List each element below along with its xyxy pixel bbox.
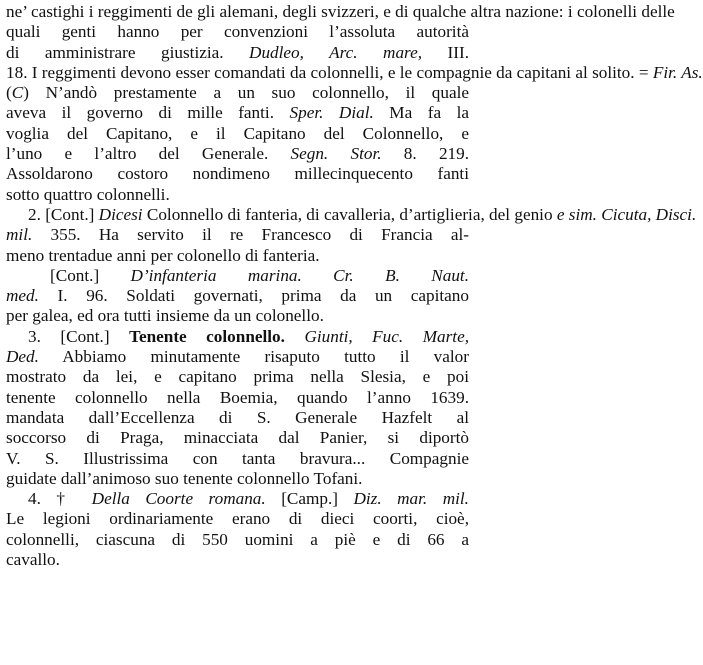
citation-text: Giunti, Fuc. Marte, bbox=[304, 326, 469, 346]
citation-text: mil. bbox=[6, 225, 33, 245]
body-text: [Cont.] bbox=[50, 265, 131, 285]
text-line-16 bbox=[6, 306, 469, 326]
text-line-10 bbox=[6, 185, 469, 205]
body-text: quali genti hanno per convenzioni l’assoluta autorità bbox=[6, 22, 469, 42]
citation-text: Diz. mar. mil. bbox=[353, 489, 469, 509]
citation-text: med. bbox=[6, 286, 39, 306]
body-text: 18. I reggimenti devono esser comandati da colonnelli, e le compagnie da capitani al solito. = bbox=[6, 62, 653, 82]
body-text: meno trentadue anni per colonello di fanteria. bbox=[6, 245, 320, 265]
text-line-5 bbox=[6, 83, 469, 103]
body-text: [Camp.] bbox=[265, 489, 354, 509]
citation-text: Dudleo, Arc. mare, bbox=[249, 42, 423, 62]
body-text: l’uno e l’altro del Generale. bbox=[6, 144, 291, 164]
body-text: di amministrare giustizia. bbox=[6, 42, 250, 62]
text-line-6 bbox=[6, 103, 469, 123]
citation-text: Della Coorte romana. bbox=[91, 489, 266, 509]
body-text: Ma fa la bbox=[373, 103, 469, 123]
citation-text: Dicesi bbox=[98, 204, 143, 224]
body-text: I. 96. Soldati governati, prima da un capitano bbox=[38, 286, 469, 306]
text-line-18 bbox=[6, 347, 469, 367]
text-line-9 bbox=[6, 164, 469, 184]
citation-text: D’infanteria marina. Cr. B. Naut. bbox=[130, 265, 469, 285]
citation-text: e sim. Cicuta, Disci. bbox=[556, 204, 697, 224]
body-text: Assoldarono costoro nondimeno millecinquecento fanti bbox=[6, 164, 469, 184]
text-line-13 bbox=[6, 246, 469, 266]
text-line-25 bbox=[6, 489, 469, 509]
body-text: tenente colonnello nella Boemia, quando l’anno 1639. bbox=[6, 387, 469, 407]
body-text: ne’ castighi i reggimenti de gli alemani, degli svizzeri, e di qualche altra nazione: i colonelli delle bbox=[6, 2, 675, 21]
body-text: guidate dall’animoso suo tenente colonnello Tofani. bbox=[6, 468, 363, 488]
text-line-11 bbox=[6, 204, 697, 225]
text-line-20 bbox=[6, 388, 469, 408]
body-text: ) N’andò prestamente a un suo colonnello, il quale bbox=[23, 83, 469, 103]
text-line-24 bbox=[6, 469, 469, 489]
body-text: cavallo. bbox=[6, 550, 60, 570]
citation-text: Sper. Dial. bbox=[289, 103, 374, 123]
text-line-14 bbox=[6, 266, 469, 286]
body-text: Abbiamo minutamente risaputo tutto il valor bbox=[38, 347, 469, 367]
body-text: per galea, ed ora tutti insieme da un colonello. bbox=[6, 306, 324, 326]
body-text: V. S. Illustrissima con tanta bravura... Compagnie bbox=[6, 448, 469, 468]
text-line-26 bbox=[6, 509, 469, 529]
body-text: mandata dall’Eccellenza di S. Generale Hazfelt al bbox=[6, 407, 469, 427]
citation-text: Fir. As. bbox=[652, 62, 703, 82]
text-line-8 bbox=[6, 144, 469, 164]
body-text: Colonnello di fanteria, di cavalleria, d’artiglieria, del genio bbox=[142, 204, 557, 224]
subentry-term: Tenente colonnello. bbox=[129, 326, 285, 346]
citation-text: Segn. Stor. bbox=[290, 144, 382, 164]
body-text: Le legioni ordinariamente erano di dieci coorti, cioè, bbox=[6, 509, 469, 529]
text-line-12 bbox=[6, 225, 469, 245]
text-line-23 bbox=[6, 449, 469, 469]
body-text: 355. Ha servito il re Francesco di Francia al- bbox=[32, 225, 469, 245]
text-line-1 bbox=[6, 2, 675, 22]
citation-text: C bbox=[11, 83, 24, 103]
body-text: colonnelli, ciascuna di 550 uomini a piè e di 66 a bbox=[6, 529, 469, 549]
body-text: sotto quattro colonnelli. bbox=[6, 184, 170, 204]
body-text: voglia del Capitano, e il Capitano del Colonnello, e bbox=[6, 123, 469, 143]
body-text: 3. [Cont.] bbox=[28, 326, 130, 346]
body-text: III. bbox=[422, 42, 469, 62]
body-text bbox=[285, 327, 305, 346]
body-text: ( bbox=[6, 83, 12, 103]
body-text: 2. [Cont.] bbox=[28, 204, 99, 224]
body-text: aveva il governo di mille fanti. bbox=[6, 103, 290, 123]
citation-text: Ded. bbox=[6, 347, 39, 367]
text-line-27 bbox=[6, 530, 469, 550]
text-line-2 bbox=[6, 22, 469, 42]
body-text: mostrato da lei, e capitano prima nella Slesia, e poi bbox=[6, 367, 469, 387]
body-text: 8. 219. bbox=[381, 144, 470, 164]
text-line-7 bbox=[6, 124, 469, 144]
text-line-22 bbox=[6, 428, 469, 448]
text-line-21 bbox=[6, 408, 469, 428]
text-line-19 bbox=[6, 367, 469, 387]
entry-text bbox=[6, 2, 703, 570]
text-line-4 bbox=[6, 62, 703, 83]
body-text: soccorso di Praga, minacciata dal Panier, si diportò bbox=[6, 428, 469, 448]
body-text: 4. † bbox=[28, 489, 92, 509]
text-line-28 bbox=[6, 550, 469, 570]
text-line-17 bbox=[6, 327, 469, 347]
text-line-15 bbox=[6, 286, 469, 306]
text-line-3 bbox=[6, 43, 469, 63]
